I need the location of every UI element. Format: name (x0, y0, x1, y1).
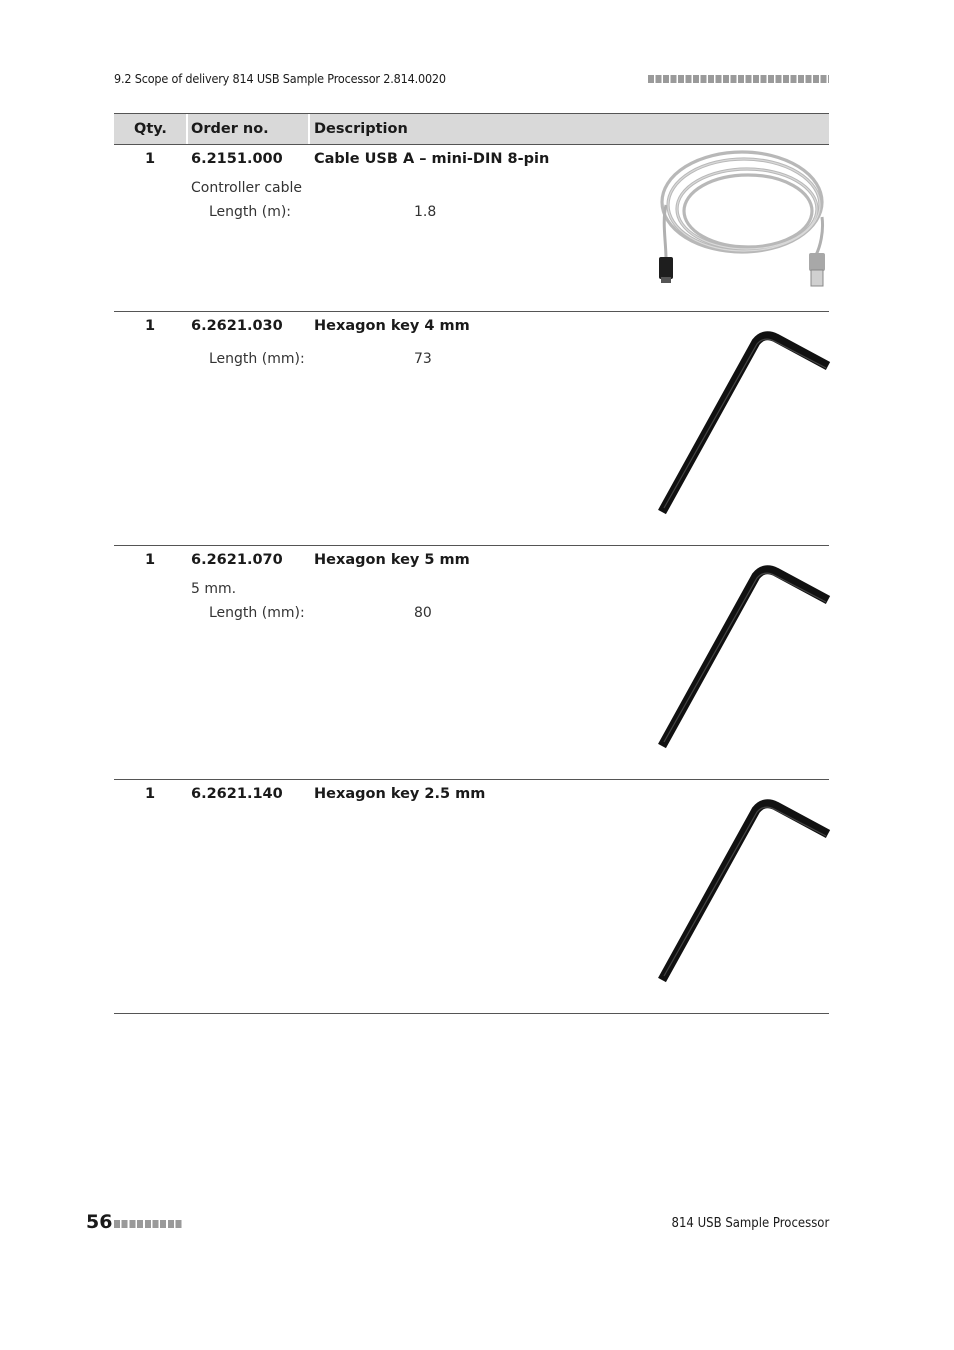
row-param-label: Length (mm): (209, 351, 305, 367)
running-header-title: 9.2 Scope of delivery 814 USB Sample Processor 2.814.0020 (114, 71, 446, 86)
usb-cable-image (652, 147, 832, 297)
row-param-label: Length (m): (209, 204, 292, 220)
row-description-title: Hexagon key 2.5 mm (314, 786, 486, 802)
table-header (114, 113, 829, 145)
column-header-qty: Qty. (134, 121, 167, 137)
hex-key-image (654, 796, 832, 986)
row-qty: 1 (144, 552, 156, 568)
column-separator (186, 114, 188, 144)
table-row (114, 780, 829, 1014)
row-subtitle: Controller cable (191, 180, 302, 196)
row-order-number: 6.2621.030 (191, 318, 283, 334)
row-description-title: Cable USB A – mini-DIN 8-pin (314, 151, 550, 167)
header-dot-strip (648, 75, 829, 83)
row-qty: 1 (144, 786, 156, 802)
column-header-description: Description (314, 121, 408, 137)
hex-key-image (654, 328, 832, 518)
row-description-title: Hexagon key 5 mm (314, 552, 470, 568)
row-qty: 1 (144, 151, 156, 167)
row-param-label: Length (mm): (209, 605, 305, 621)
row-order-number: 6.2621.140 (191, 786, 283, 802)
column-separator (308, 114, 310, 144)
running-footer-title: 814 USB Sample Processor (671, 1216, 829, 1231)
delivery-table (114, 113, 829, 1014)
row-order-number: 6.2151.000 (191, 151, 283, 167)
table-row (114, 546, 829, 780)
column-header-order: Order no. (191, 121, 269, 137)
table-row (114, 312, 829, 546)
row-subtitle: 5 mm. (191, 581, 237, 597)
table-row (114, 145, 829, 312)
row-qty: 1 (144, 318, 156, 334)
row-description-title: Hexagon key 4 mm (314, 318, 470, 334)
row-param-value: 73 (414, 351, 432, 367)
hex-key-image (654, 562, 832, 752)
row-order-number: 6.2621.070 (191, 552, 283, 568)
row-param-value: 1.8 (414, 204, 437, 220)
page-number: 56 (86, 1211, 113, 1233)
footer-dot-strip (114, 1220, 182, 1228)
row-param-value: 80 (414, 605, 432, 621)
